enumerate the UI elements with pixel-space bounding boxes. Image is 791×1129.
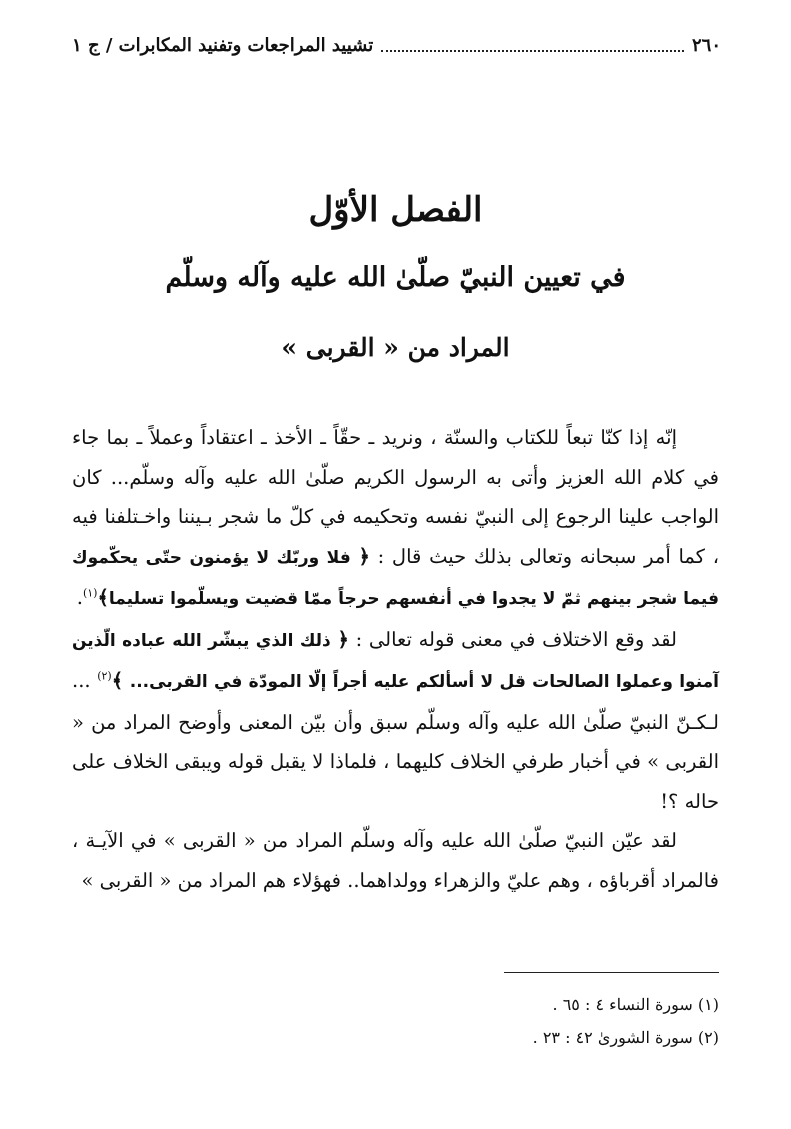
quran-close-bracket: ﴾ [111, 669, 124, 692]
paragraph-3: لقد عيّن النبيّ صلّىٰ الله عليه وآله وسلّم المراد من « القربى » في الآيـة ، فالمراد أقرباؤه ، وهم عليّ والزهراء وولداهما.. فهؤلاء هم المراد من « القربى » [72, 829, 719, 892]
quran-verse-2: ذلك الذي يبشّر الله عباده الّذين آمنوا وعملوا الصالحات قل لا أسألكم عليه أجراً إلّا المودّة في القربى... [72, 630, 719, 692]
paragraph-2 [72, 620, 719, 822]
header-leader-dots [381, 49, 684, 52]
paragraph-1-text: إنّه إذا كنّا تبعاً للكتاب والسنّة ، ونريد ـ حقّاً ـ الأخذ ـ اعتقاداً وعملاً ـ بما جاء في كلام الله العزيز وأتى به الرسول الكريم صلّىٰ الله عليه وآله وسلّم... كان الواجب علينا الرجوع إلى النبيّ نفسه وتحكيمه في كلّ ما شجر بـيننا واخـتلفنا فيه ، كما أمر سبحانه وتعالى بذلك حيث قال : [72, 426, 719, 568]
paragraph-1-end: . [76, 586, 83, 609]
chapter-subtitle: في تعيين النبيّ صلّىٰ الله عليه وآله وسلّم [165, 262, 626, 293]
paragraph-2-intro: لقد وقع الاختلاف في معنى قوله تعالى : [355, 627, 677, 651]
footnote-1: (١) سورة النساء ٤ : ٦٥ . [552, 995, 719, 1014]
paragraph-1 [72, 418, 719, 620]
book-title: تشييد المراجعات وتفنيد المكابرات / ج ١ [72, 34, 374, 56]
chapter-title: الفصل الأوّل [308, 190, 483, 230]
running-header [72, 30, 721, 60]
footnote-2: (٢) سورة الشورىٰ ٤٢ : ٢٣ . [532, 1028, 719, 1047]
quran-open-bracket: ﴿ [337, 627, 349, 651]
quran-close-bracket: ﴾ [97, 586, 109, 609]
body-text [72, 418, 719, 900]
footnotes [72, 988, 719, 1054]
chapter-subtitle-2: المراد من « القربى » [281, 333, 510, 362]
footnote-divider [504, 972, 719, 973]
footnote-ref-1: (١) [82, 586, 98, 600]
paragraph-2-text: ... لـكـنّ النبيّ صلّىٰ الله عليه وآله وسلّم سبق وأن بيّن المعنى وأوضح المراد من « القربى » في أخبار طرفي الخلاف كليهما ، فلماذا لا يقبل قوله ويبقى الخلاف على حاله ؟! [72, 669, 719, 813]
quran-verse-1: فلا وربّك لا يؤمنون حتّى يحكّموك فيما شجر بينهم ثمّ لا يجدوا في أنفسهم حرجاً ممّا قضيت ويسلّموا تسليما [72, 547, 719, 609]
page-number: ٢٦٠ [691, 34, 721, 56]
footnote-ref-2: (٢) [97, 669, 112, 683]
quran-open-bracket: ﴿ [358, 544, 370, 568]
